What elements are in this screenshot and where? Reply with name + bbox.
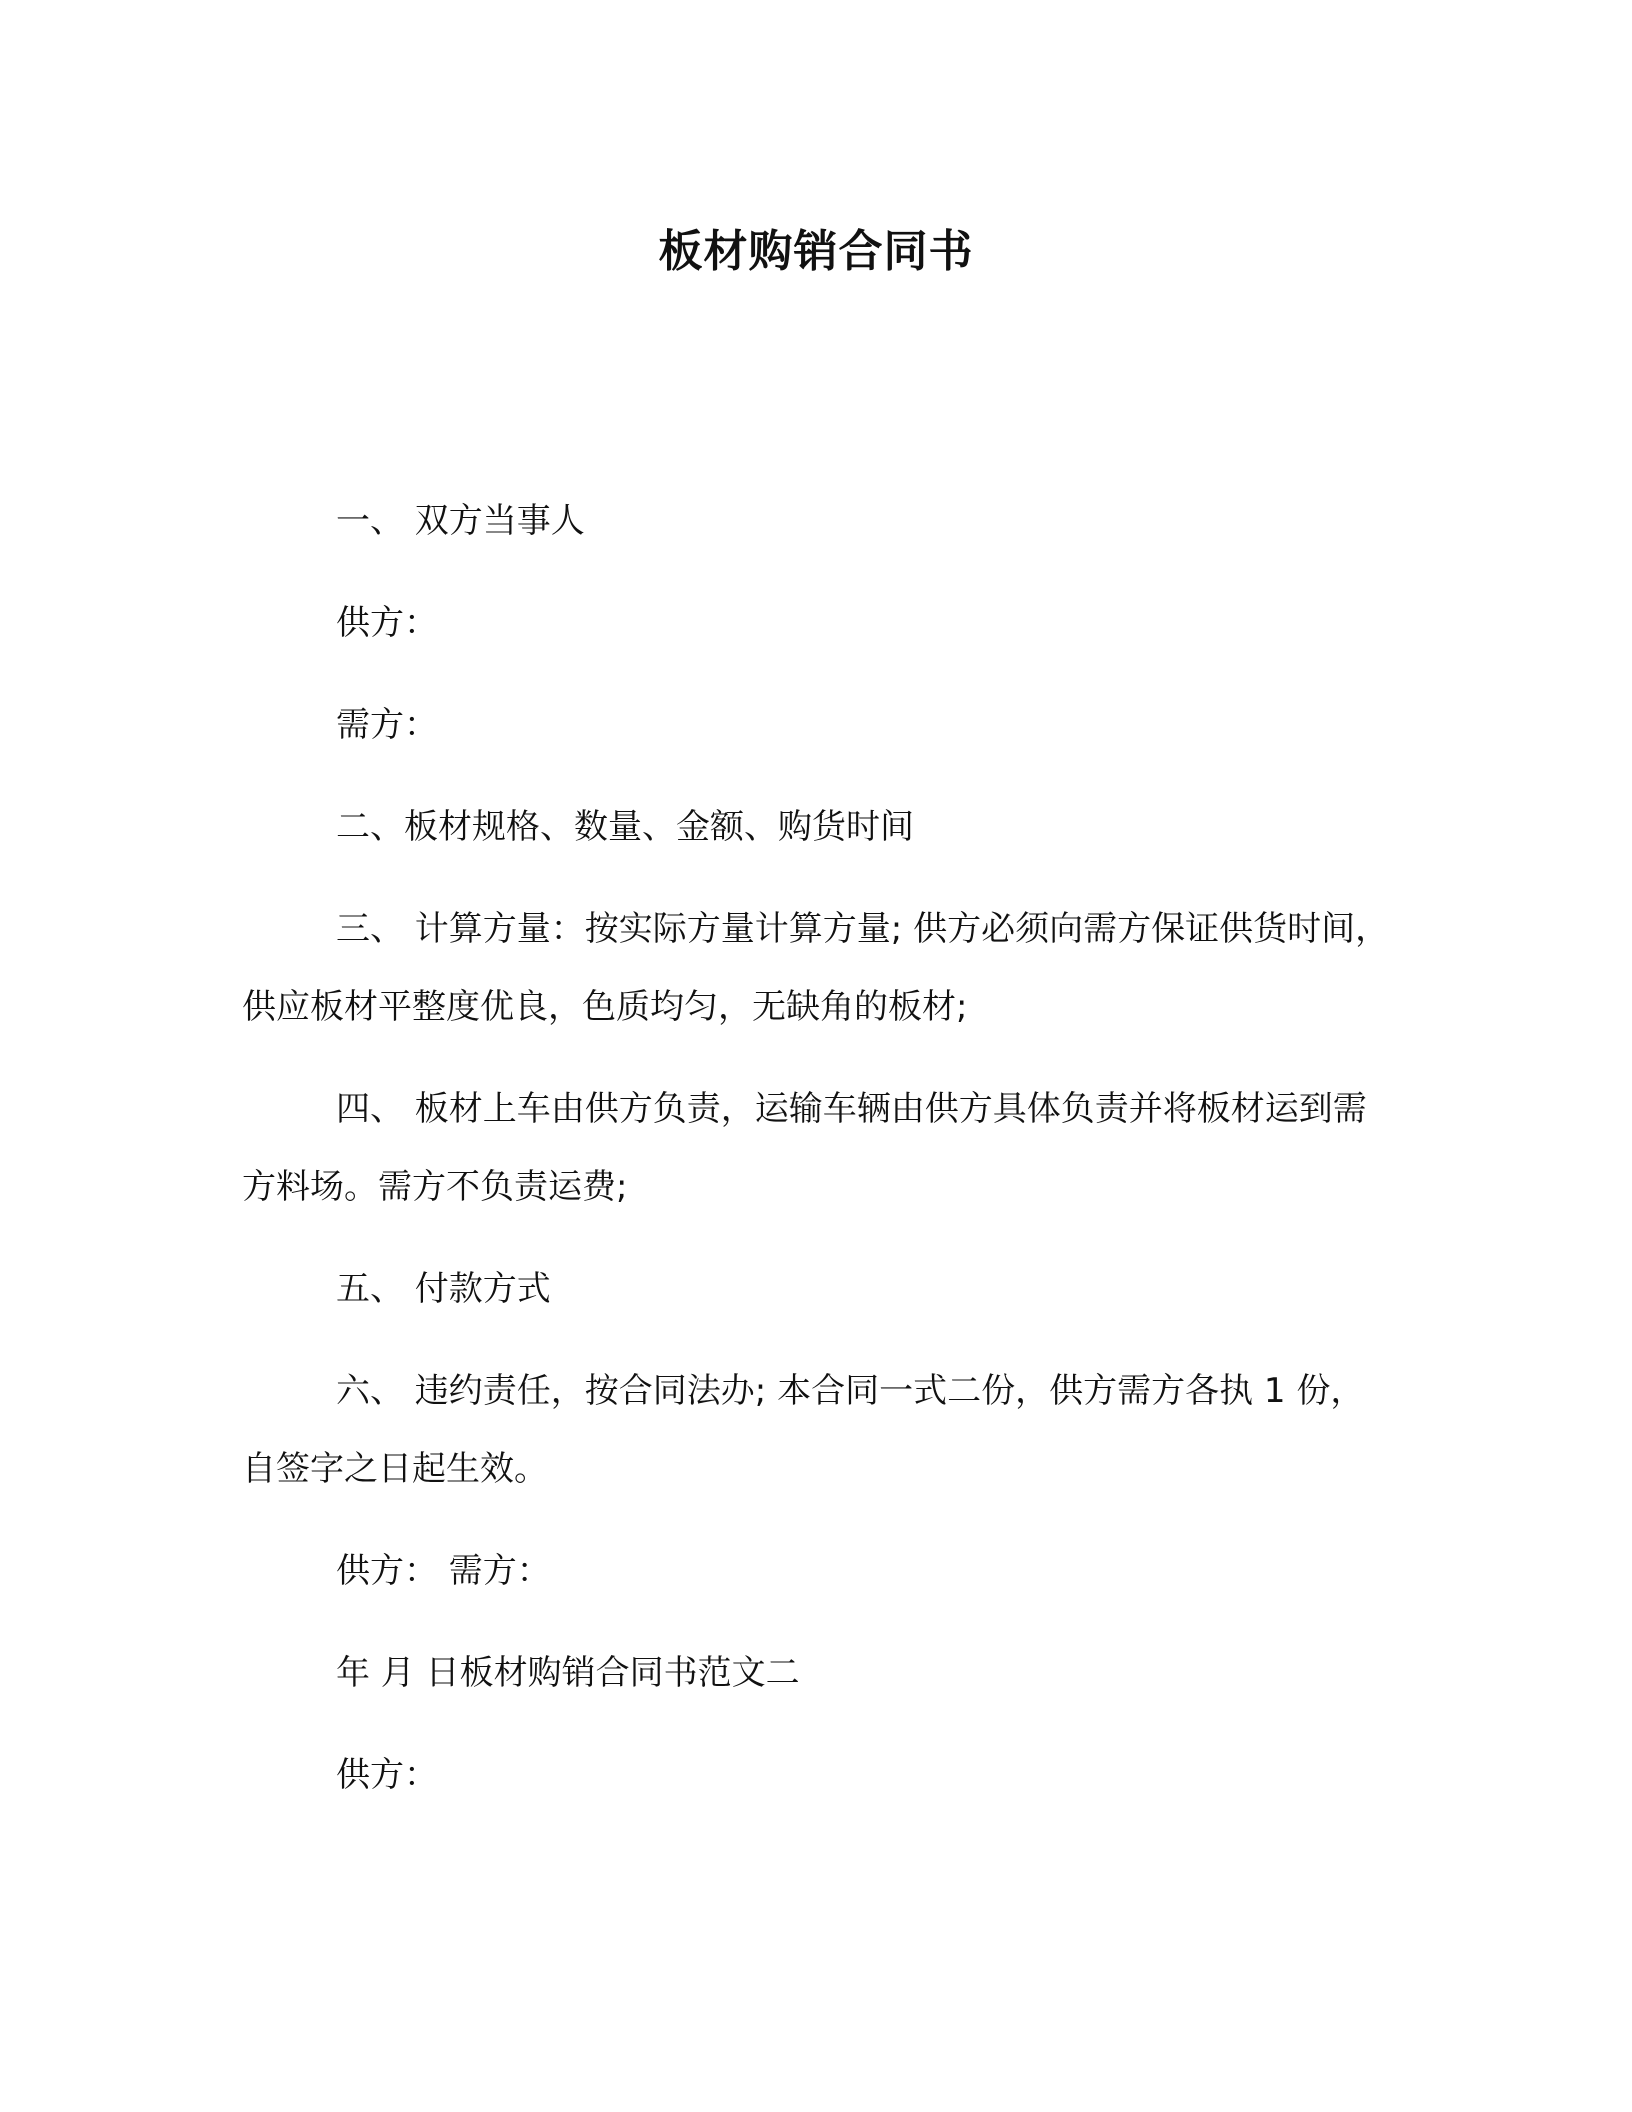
supplier-line-2: 供方： <box>336 1755 438 1795</box>
section-5-payment: 五、 付款方式 <box>336 1269 551 1309</box>
section-3-volume: 三、 计算方量：按实际方量计算方量; 供方必须向需方保证供货时间，供应板材平整度优良，色质均匀，无缺角的板材; <box>242 909 1390 1027</box>
buyer-line: 需方： <box>336 705 438 745</box>
section-4-transport: 四、 板材上车由供方负责，运输车辆由供方具体负责并将板材运到需方料场。需方不负责运费; <box>242 1089 1367 1207</box>
section-6-liability: 六、 违约责任，按合同法办; 本合同一式二份，供方需方各执 1 份，自签字之日起生效。 <box>242 1371 1365 1489</box>
date-and-heading-2: 年 月 日板材购销合同书范文二 <box>336 1653 800 1693</box>
section-1-parties: 一、 双方当事人 <box>336 501 585 541</box>
signature-parties: 供方： 需方： <box>336 1551 551 1591</box>
section-2-specs: 二、板材规格、数量、金额、购货时间 <box>336 807 914 847</box>
supplier-line: 供方： <box>336 603 438 643</box>
document-title: 板材购销合同书 <box>658 226 974 277</box>
